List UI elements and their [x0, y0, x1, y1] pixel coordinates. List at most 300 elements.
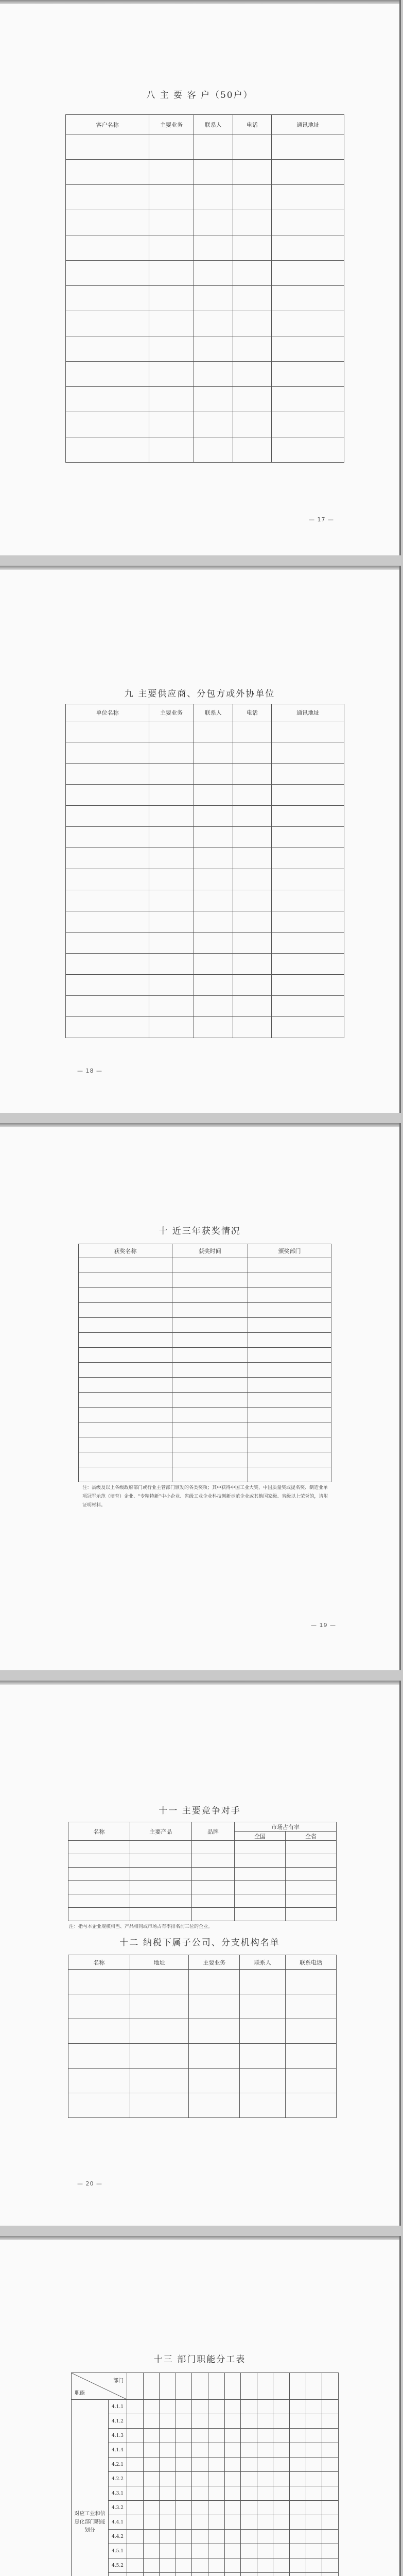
checkbox-cell[interactable] [127, 2486, 144, 2501]
blank-cell[interactable] [248, 1393, 331, 1408]
checkbox-cell[interactable] [257, 2515, 273, 2530]
blank-cell[interactable] [172, 1258, 248, 1273]
checkbox-cell[interactable] [192, 2501, 208, 2515]
checkbox-cell[interactable] [224, 2544, 241, 2558]
blank-cell[interactable] [272, 160, 344, 185]
blank-cell[interactable] [233, 311, 272, 336]
checkbox-cell[interactable] [306, 2515, 322, 2530]
blank-cell[interactable] [66, 210, 149, 235]
blank-cell[interactable] [149, 185, 194, 210]
blank-cell[interactable] [66, 827, 149, 848]
blank-cell[interactable] [272, 827, 344, 848]
checkbox-cell[interactable] [208, 2429, 225, 2443]
blank-cell[interactable] [79, 1363, 172, 1378]
checkbox-cell[interactable] [273, 2443, 290, 2458]
checkbox-cell[interactable] [127, 2400, 144, 2414]
blank-cell[interactable] [130, 2019, 189, 2044]
checkbox-cell[interactable] [160, 2501, 176, 2515]
blank-cell[interactable] [233, 890, 272, 911]
checkbox-cell[interactable] [176, 2429, 192, 2443]
blank-cell[interactable] [194, 785, 233, 806]
blank-cell[interactable] [68, 2019, 130, 2044]
blank-cell[interactable] [66, 954, 149, 975]
checkbox-cell[interactable] [143, 2472, 160, 2486]
blank-cell[interactable] [194, 1017, 233, 1038]
blank-cell[interactable] [272, 785, 344, 806]
checkbox-cell[interactable] [322, 2558, 339, 2573]
blank-cell[interactable] [79, 1408, 172, 1422]
checkbox-cell[interactable] [290, 2429, 306, 2443]
checkbox-cell[interactable] [208, 2458, 225, 2472]
blank-cell[interactable] [194, 764, 233, 785]
checkbox-cell[interactable] [143, 2558, 160, 2573]
blank-cell[interactable] [66, 437, 149, 463]
blank-cell[interactable] [272, 387, 344, 412]
blank-cell[interactable] [172, 1303, 248, 1318]
checkbox-cell[interactable] [143, 2443, 160, 2458]
checkbox-cell[interactable] [208, 2573, 225, 2576]
blank-cell[interactable] [130, 2044, 189, 2069]
blank-cell[interactable] [235, 1894, 286, 1908]
blank-cell[interactable] [172, 1288, 248, 1303]
blank-cell[interactable] [149, 742, 194, 764]
blank-cell[interactable] [233, 785, 272, 806]
blank-cell[interactable] [285, 2044, 336, 2069]
blank-cell[interactable] [272, 721, 344, 742]
blank-cell[interactable] [272, 890, 344, 911]
checkbox-cell[interactable] [192, 2472, 208, 2486]
blank-cell[interactable] [191, 1894, 234, 1908]
checkbox-cell[interactable] [176, 2544, 192, 2558]
blank-cell[interactable] [172, 1318, 248, 1333]
checkbox-cell[interactable] [241, 2486, 257, 2501]
checkbox-cell[interactable] [160, 2544, 176, 2558]
checkbox-cell[interactable] [176, 2515, 192, 2530]
checkbox-cell[interactable] [322, 2573, 339, 2576]
checkbox-cell[interactable] [306, 2486, 322, 2501]
checkbox-cell[interactable] [241, 2515, 257, 2530]
blank-cell[interactable] [191, 1881, 234, 1894]
blank-cell[interactable] [233, 1017, 272, 1038]
checkbox-cell[interactable] [322, 2544, 339, 2558]
blank-cell[interactable] [68, 1894, 130, 1908]
checkbox-cell[interactable] [306, 2501, 322, 2515]
checkbox-cell[interactable] [127, 2544, 144, 2558]
blank-cell[interactable] [66, 890, 149, 911]
blank-cell[interactable] [66, 362, 149, 387]
checkbox-cell[interactable] [257, 2414, 273, 2429]
checkbox-cell[interactable] [257, 2400, 273, 2414]
blank-cell[interactable] [130, 1894, 191, 1908]
blank-cell[interactable] [272, 185, 344, 210]
checkbox-cell[interactable] [241, 2458, 257, 2472]
checkbox-cell[interactable] [290, 2443, 306, 2458]
checkbox-cell[interactable] [257, 2458, 273, 2472]
checkbox-cell[interactable] [306, 2443, 322, 2458]
checkbox-cell[interactable] [127, 2515, 144, 2530]
checkbox-cell[interactable] [160, 2429, 176, 2443]
blank-cell[interactable] [194, 185, 233, 210]
checkbox-cell[interactable] [143, 2429, 160, 2443]
blank-cell[interactable] [66, 933, 149, 954]
blank-cell[interactable] [240, 2019, 286, 2044]
checkbox-cell[interactable] [322, 2443, 339, 2458]
blank-cell[interactable] [194, 954, 233, 975]
checkbox-cell[interactable] [192, 2400, 208, 2414]
checkbox-cell[interactable] [143, 2501, 160, 2515]
blank-cell[interactable] [233, 336, 272, 362]
blank-cell[interactable] [149, 848, 194, 869]
blank-cell[interactable] [233, 975, 272, 996]
blank-cell[interactable] [285, 2069, 336, 2093]
blank-cell[interactable] [149, 261, 194, 286]
blank-cell[interactable] [66, 261, 149, 286]
checkbox-cell[interactable] [241, 2501, 257, 2515]
checkbox-cell[interactable] [257, 2429, 273, 2443]
checkbox-cell[interactable] [241, 2558, 257, 2573]
blank-cell[interactable] [233, 996, 272, 1017]
checkbox-cell[interactable] [273, 2544, 290, 2558]
blank-cell[interactable] [248, 1318, 331, 1333]
checkbox-cell[interactable] [290, 2414, 306, 2429]
checkbox-cell[interactable] [224, 2458, 241, 2472]
blank-cell[interactable] [240, 1994, 286, 2019]
blank-cell[interactable] [233, 806, 272, 827]
blank-cell[interactable] [194, 134, 233, 160]
checkbox-cell[interactable] [224, 2429, 241, 2443]
blank-cell[interactable] [233, 286, 272, 311]
checkbox-cell[interactable] [208, 2530, 225, 2544]
blank-cell[interactable] [149, 911, 194, 933]
blank-cell[interactable] [191, 1868, 234, 1881]
blank-cell[interactable] [189, 2069, 240, 2093]
blank-cell[interactable] [240, 2044, 286, 2069]
blank-cell[interactable] [235, 1908, 286, 1921]
blank-cell[interactable] [172, 1452, 248, 1467]
blank-cell[interactable] [79, 1333, 172, 1348]
checkbox-cell[interactable] [176, 2486, 192, 2501]
blank-cell[interactable] [66, 286, 149, 311]
checkbox-cell[interactable] [241, 2443, 257, 2458]
blank-cell[interactable] [194, 996, 233, 1017]
checkbox-cell[interactable] [322, 2414, 339, 2429]
blank-cell[interactable] [68, 1970, 130, 1994]
blank-cell[interactable] [66, 721, 149, 742]
checkbox-cell[interactable] [290, 2558, 306, 2573]
blank-cell[interactable] [130, 1881, 191, 1894]
checkbox-cell[interactable] [273, 2486, 290, 2501]
checkbox-cell[interactable] [143, 2573, 160, 2576]
blank-cell[interactable] [286, 1908, 337, 1921]
blank-cell[interactable] [172, 1408, 248, 1422]
checkbox-cell[interactable] [160, 2530, 176, 2544]
checkbox-cell[interactable] [192, 2515, 208, 2530]
blank-cell[interactable] [68, 1841, 130, 1854]
blank-cell[interactable] [172, 1422, 248, 1437]
checkbox-cell[interactable] [224, 2515, 241, 2530]
checkbox-cell[interactable] [192, 2443, 208, 2458]
checkbox-cell[interactable] [224, 2501, 241, 2515]
blank-cell[interactable] [272, 911, 344, 933]
checkbox-cell[interactable] [224, 2414, 241, 2429]
blank-cell[interactable] [272, 954, 344, 975]
checkbox-cell[interactable] [208, 2544, 225, 2558]
blank-cell[interactable] [248, 1422, 331, 1437]
blank-cell[interactable] [149, 210, 194, 235]
checkbox-cell[interactable] [322, 2400, 339, 2414]
blank-cell[interactable] [172, 1273, 248, 1288]
blank-cell[interactable] [233, 721, 272, 742]
blank-cell[interactable] [248, 1288, 331, 1303]
blank-cell[interactable] [79, 1258, 172, 1273]
checkbox-cell[interactable] [290, 2486, 306, 2501]
blank-cell[interactable] [149, 235, 194, 261]
checkbox-cell[interactable] [306, 2458, 322, 2472]
blank-cell[interactable] [272, 933, 344, 954]
blank-cell[interactable] [272, 286, 344, 311]
blank-cell[interactable] [172, 1393, 248, 1408]
checkbox-cell[interactable] [176, 2573, 192, 2576]
blank-cell[interactable] [68, 2093, 130, 2118]
checkbox-cell[interactable] [224, 2472, 241, 2486]
blank-cell[interactable] [149, 890, 194, 911]
blank-cell[interactable] [285, 1994, 336, 2019]
checkbox-cell[interactable] [192, 2429, 208, 2443]
checkbox-cell[interactable] [290, 2515, 306, 2530]
blank-cell[interactable] [79, 1393, 172, 1408]
checkbox-cell[interactable] [143, 2458, 160, 2472]
blank-cell[interactable] [233, 412, 272, 437]
checkbox-cell[interactable] [322, 2458, 339, 2472]
blank-cell[interactable] [194, 975, 233, 996]
checkbox-cell[interactable] [224, 2486, 241, 2501]
blank-cell[interactable] [68, 1868, 130, 1881]
checkbox-cell[interactable] [192, 2458, 208, 2472]
blank-cell[interactable] [233, 160, 272, 185]
checkbox-cell[interactable] [241, 2472, 257, 2486]
checkbox-cell[interactable] [208, 2558, 225, 2573]
checkbox-cell[interactable] [273, 2458, 290, 2472]
blank-cell[interactable] [66, 975, 149, 996]
blank-cell[interactable] [130, 2093, 189, 2118]
checkbox-cell[interactable] [208, 2400, 225, 2414]
blank-cell[interactable] [189, 2044, 240, 2069]
checkbox-cell[interactable] [322, 2530, 339, 2544]
blank-cell[interactable] [189, 1994, 240, 2019]
blank-cell[interactable] [191, 1841, 234, 1854]
checkbox-cell[interactable] [322, 2501, 339, 2515]
blank-cell[interactable] [130, 1994, 189, 2019]
checkbox-cell[interactable] [192, 2530, 208, 2544]
blank-cell[interactable] [191, 1854, 234, 1868]
checkbox-cell[interactable] [176, 2400, 192, 2414]
checkbox-cell[interactable] [224, 2530, 241, 2544]
checkbox-cell[interactable] [143, 2530, 160, 2544]
blank-cell[interactable] [66, 412, 149, 437]
blank-cell[interactable] [194, 911, 233, 933]
blank-cell[interactable] [272, 996, 344, 1017]
checkbox-cell[interactable] [224, 2573, 241, 2576]
checkbox-cell[interactable] [273, 2501, 290, 2515]
checkbox-cell[interactable] [224, 2558, 241, 2573]
checkbox-cell[interactable] [160, 2414, 176, 2429]
blank-cell[interactable] [189, 1970, 240, 1994]
checkbox-cell[interactable] [160, 2558, 176, 2573]
checkbox-cell[interactable] [290, 2400, 306, 2414]
blank-cell[interactable] [149, 764, 194, 785]
blank-cell[interactable] [149, 1017, 194, 1038]
blank-cell[interactable] [172, 1467, 248, 1482]
checkbox-cell[interactable] [160, 2573, 176, 2576]
blank-cell[interactable] [194, 933, 233, 954]
blank-cell[interactable] [233, 742, 272, 764]
blank-cell[interactable] [194, 412, 233, 437]
blank-cell[interactable] [191, 1908, 234, 1921]
blank-cell[interactable] [248, 1303, 331, 1318]
blank-cell[interactable] [189, 2019, 240, 2044]
blank-cell[interactable] [68, 2044, 130, 2069]
blank-cell[interactable] [194, 362, 233, 387]
blank-cell[interactable] [272, 975, 344, 996]
blank-cell[interactable] [66, 742, 149, 764]
blank-cell[interactable] [66, 996, 149, 1017]
blank-cell[interactable] [68, 2069, 130, 2093]
checkbox-cell[interactable] [160, 2472, 176, 2486]
checkbox-cell[interactable] [127, 2501, 144, 2515]
blank-cell[interactable] [66, 387, 149, 412]
blank-cell[interactable] [286, 1894, 337, 1908]
blank-cell[interactable] [233, 235, 272, 261]
blank-cell[interactable] [194, 437, 233, 463]
checkbox-cell[interactable] [160, 2486, 176, 2501]
checkbox-cell[interactable] [290, 2472, 306, 2486]
blank-cell[interactable] [248, 1258, 331, 1273]
blank-cell[interactable] [233, 387, 272, 412]
blank-cell[interactable] [172, 1378, 248, 1393]
blank-cell[interactable] [286, 1868, 337, 1881]
blank-cell[interactable] [235, 1868, 286, 1881]
blank-cell[interactable] [233, 827, 272, 848]
checkbox-cell[interactable] [257, 2472, 273, 2486]
blank-cell[interactable] [240, 2069, 286, 2093]
blank-cell[interactable] [149, 286, 194, 311]
blank-cell[interactable] [272, 764, 344, 785]
blank-cell[interactable] [79, 1378, 172, 1393]
checkbox-cell[interactable] [192, 2558, 208, 2573]
blank-cell[interactable] [79, 1318, 172, 1333]
blank-cell[interactable] [189, 2093, 240, 2118]
blank-cell[interactable] [66, 1017, 149, 1038]
checkbox-cell[interactable] [290, 2544, 306, 2558]
blank-cell[interactable] [272, 742, 344, 764]
checkbox-cell[interactable] [273, 2429, 290, 2443]
blank-cell[interactable] [248, 1273, 331, 1288]
blank-cell[interactable] [248, 1378, 331, 1393]
checkbox-cell[interactable] [176, 2472, 192, 2486]
blank-cell[interactable] [130, 1841, 191, 1854]
checkbox-cell[interactable] [208, 2472, 225, 2486]
blank-cell[interactable] [66, 764, 149, 785]
blank-cell[interactable] [68, 1908, 130, 1921]
blank-cell[interactable] [130, 1908, 191, 1921]
blank-cell[interactable] [233, 134, 272, 160]
checkbox-cell[interactable] [273, 2400, 290, 2414]
blank-cell[interactable] [79, 1437, 172, 1452]
checkbox-cell[interactable] [160, 2400, 176, 2414]
blank-cell[interactable] [149, 134, 194, 160]
checkbox-cell[interactable] [257, 2443, 273, 2458]
blank-cell[interactable] [272, 311, 344, 336]
blank-cell[interactable] [149, 437, 194, 463]
blank-cell[interactable] [194, 210, 233, 235]
checkbox-cell[interactable] [127, 2472, 144, 2486]
blank-cell[interactable] [272, 848, 344, 869]
checkbox-cell[interactable] [322, 2486, 339, 2501]
blank-cell[interactable] [66, 160, 149, 185]
checkbox-cell[interactable] [290, 2458, 306, 2472]
blank-cell[interactable] [172, 1348, 248, 1363]
checkbox-cell[interactable] [241, 2573, 257, 2576]
blank-cell[interactable] [149, 387, 194, 412]
checkbox-cell[interactable] [241, 2429, 257, 2443]
checkbox-cell[interactable] [192, 2414, 208, 2429]
checkbox-cell[interactable] [257, 2501, 273, 2515]
checkbox-cell[interactable] [273, 2414, 290, 2429]
blank-cell[interactable] [66, 806, 149, 827]
blank-cell[interactable] [79, 1452, 172, 1467]
blank-cell[interactable] [286, 1854, 337, 1868]
checkbox-cell[interactable] [290, 2530, 306, 2544]
blank-cell[interactable] [79, 1303, 172, 1318]
blank-cell[interactable] [248, 1467, 331, 1482]
blank-cell[interactable] [286, 1841, 337, 1854]
blank-cell[interactable] [248, 1348, 331, 1363]
blank-cell[interactable] [194, 311, 233, 336]
blank-cell[interactable] [130, 1868, 191, 1881]
checkbox-cell[interactable] [224, 2443, 241, 2458]
checkbox-cell[interactable] [208, 2414, 225, 2429]
blank-cell[interactable] [66, 869, 149, 890]
blank-cell[interactable] [79, 1348, 172, 1363]
checkbox-cell[interactable] [208, 2486, 225, 2501]
blank-cell[interactable] [194, 721, 233, 742]
blank-cell[interactable] [272, 235, 344, 261]
blank-cell[interactable] [194, 869, 233, 890]
blank-cell[interactable] [66, 911, 149, 933]
blank-cell[interactable] [233, 911, 272, 933]
checkbox-cell[interactable] [127, 2429, 144, 2443]
blank-cell[interactable] [235, 1854, 286, 1868]
blank-cell[interactable] [68, 1854, 130, 1868]
blank-cell[interactable] [66, 134, 149, 160]
blank-cell[interactable] [149, 869, 194, 890]
checkbox-cell[interactable] [273, 2472, 290, 2486]
blank-cell[interactable] [194, 806, 233, 827]
blank-cell[interactable] [130, 2069, 189, 2093]
checkbox-cell[interactable] [143, 2515, 160, 2530]
checkbox-cell[interactable] [127, 2458, 144, 2472]
blank-cell[interactable] [194, 336, 233, 362]
blank-cell[interactable] [233, 362, 272, 387]
blank-cell[interactable] [194, 387, 233, 412]
checkbox-cell[interactable] [176, 2558, 192, 2573]
blank-cell[interactable] [233, 933, 272, 954]
blank-cell[interactable] [149, 336, 194, 362]
blank-cell[interactable] [194, 890, 233, 911]
blank-cell[interactable] [248, 1452, 331, 1467]
blank-cell[interactable] [235, 1841, 286, 1854]
blank-cell[interactable] [272, 210, 344, 235]
